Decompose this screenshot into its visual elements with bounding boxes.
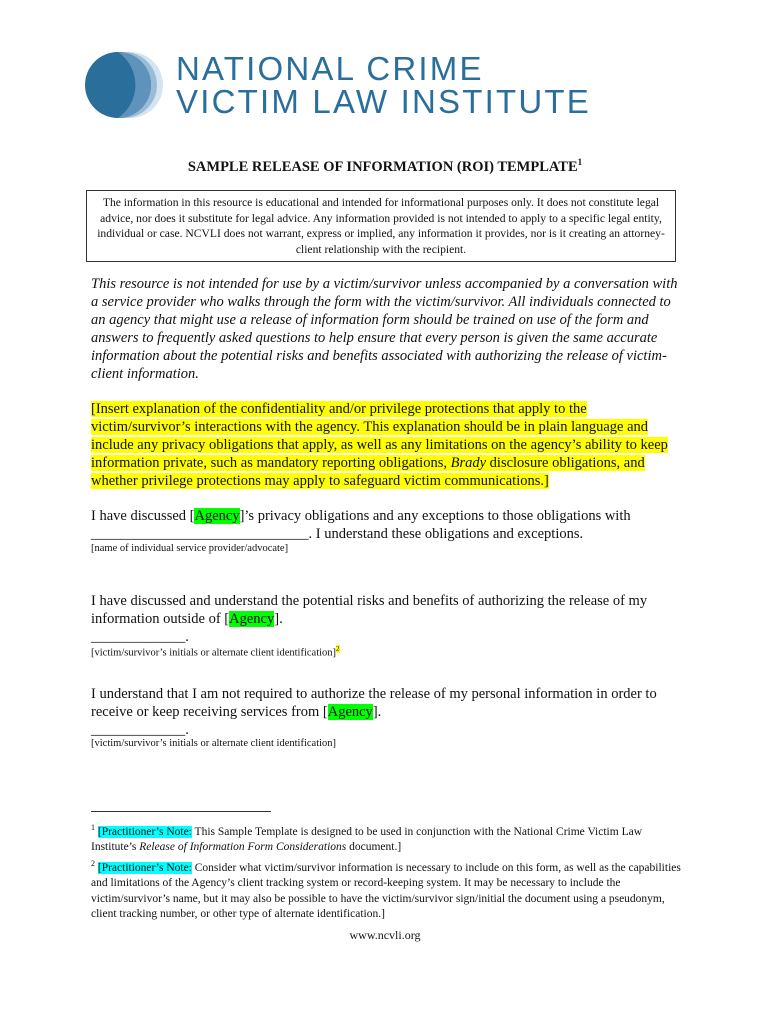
- insert-text-brady: Brady: [450, 455, 487, 471]
- s3-post: ].: [372, 704, 382, 720]
- footnote-text: Consider what victim/survivor information is necessary to include on this form, as well as the capabilities and limitations of the Agency’s client tracking system or record-keeping system. It may be necessary to include the victim/survivor’s name, but it may also be possible to have the victim/survivor sign/initial the document using a pseudonym, client tracking number, or other type of alternate identification.]: [91, 861, 681, 921]
- s3-pre: I understand that I am not required to authorize the release of my personal information in order to receive or keep receiving services from [: [91, 686, 657, 720]
- insert-text-part-1: [Insert explanation of the confidentiality and/or privilege protections that apply to the victim/survivor’s interactions with the agency. This explanation should be in plain language and include any privacy obligations that apply, as well as any limitations on the agency’s ability to keep information private, such as mandatory reporting obligations,: [91, 401, 668, 471]
- insert-explanation-block: [91, 400, 686, 490]
- intro-paragraph: This resource is not intended for use by a victim/survivor unless accompanied by a conversation with a service provider who walks through the form with the victim/survivor. All individuals connected to an agency that might use a release of information form should be trained on use of the form and answers to frequently asked questions to help ensure that every person is given the same accurate information about the potential risks and benefits associated with authorizing the release of victim-client information.: [91, 276, 678, 382]
- footnote-number: 2: [91, 858, 95, 868]
- voluntary-acknowledgement: [91, 685, 691, 739]
- provider-caption: [name of individual service provider/advocate]: [91, 543, 289, 554]
- footnote-divider: [91, 811, 271, 812]
- s1-post: ]’s privacy obligations and any exceptions to those obligations with: [239, 508, 631, 524]
- agency-placeholder[interactable]: Agency: [229, 611, 275, 627]
- s2-post: ].: [274, 611, 283, 627]
- document-title: [0, 157, 770, 176]
- s3-blank-end: .: [185, 722, 189, 738]
- initials-caption-text: [victim/survivor’s initials or alternate client identification]: [91, 647, 337, 659]
- ncvli-logo: [84, 46, 644, 126]
- footnote-text-end: document.]: [346, 841, 402, 854]
- initials-caption: [91, 645, 340, 659]
- s2-blank-end: .: [185, 629, 189, 645]
- insert-text-part-2: disclosure obligations, and whether privilege protections may apply to safeguard victim communications.]: [91, 455, 645, 489]
- practitioner-note-label: [Practitioner’s Note:: [97, 825, 192, 838]
- footnote-1: [91, 820, 681, 856]
- initials-caption: [victim/survivor’s initials or alternate client identification]: [91, 738, 337, 749]
- provider-name-field[interactable]: ______________________________: [91, 526, 309, 542]
- footnote-doc-title: Release of Information Form Considerations: [139, 841, 347, 854]
- agency-placeholder[interactable]: Agency: [327, 704, 373, 720]
- disclaimer-box: The information in this resource is educational and intended for informational purposes only. It does not constitute legal advice, nor does it substitute for legal advice. Any information provided is not intended to apply to a specific legal entity, individual or case. NCVLI does not warrant, express or implied, any information it provides, nor is it creating an attorney-client relationship with the recipient.: [86, 190, 676, 262]
- logo-wordmark: [176, 52, 591, 118]
- footnote-number: 1: [91, 823, 95, 832]
- s2-pre: I have discussed and understand the potential risks and benefits of authorizing the release of my information outside of [: [91, 593, 648, 627]
- logo-line-2: VICTIM LAW INSTITUTE: [176, 83, 591, 120]
- title-text: SAMPLE RELEASE OF INFORMATION (ROI) TEMPLATE: [187, 158, 578, 175]
- caption-footnote-ref[interactable]: 2: [336, 645, 340, 653]
- logo-circles-icon: [84, 46, 164, 126]
- risks-acknowledgement: [91, 592, 691, 646]
- initials-field[interactable]: _____________: [91, 722, 186, 738]
- privacy-acknowledgement: [91, 507, 691, 543]
- logo-line-1: NATIONAL CRIME: [176, 50, 484, 87]
- agency-placeholder[interactable]: Agency: [194, 508, 240, 524]
- footnotes: [91, 820, 681, 923]
- footnote-text: This Sample Template is designed to be used in conjunction with the National Crime Victim Law Institute’s: [91, 825, 642, 854]
- footnote-2: [91, 856, 681, 923]
- title-footnote-ref[interactable]: 1: [577, 157, 583, 167]
- practitioner-note-label: [Practitioner’s Note:: [97, 861, 192, 874]
- s1-line2: . I understand these obligations and exceptions.: [308, 526, 584, 542]
- s1-pre: I have discussed [: [91, 508, 195, 524]
- footer-url[interactable]: www.ncvli.org: [349, 928, 421, 942]
- initials-field[interactable]: _____________: [91, 629, 186, 645]
